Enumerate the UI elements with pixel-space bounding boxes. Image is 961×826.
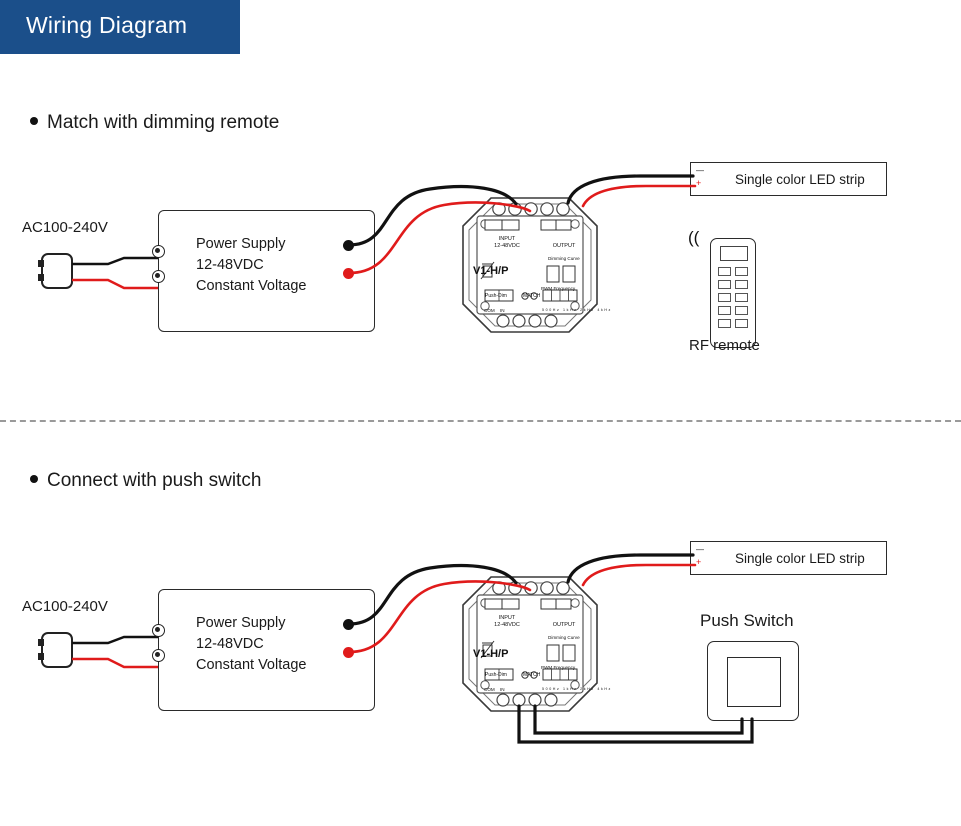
push-switch-label: Push Switch	[700, 611, 794, 630]
push-switch[interactable]	[707, 641, 799, 721]
led-strip-label-1: Single color LED strip	[735, 171, 865, 187]
dimming-curve-label-1: Dimming Curve	[548, 256, 580, 261]
push-dim-label-2: Push-Dim	[485, 672, 507, 678]
rf-signal-icon: ((	[688, 228, 700, 247]
remote-button[interactable]	[718, 267, 731, 276]
remote-display	[720, 246, 748, 261]
psu-line-3: Constant Voltage	[196, 657, 307, 673]
push-switch-button[interactable]	[727, 657, 781, 707]
pwm-frequency-label-1: PWM Frequency	[541, 286, 576, 291]
psu-out-terminal-pos-1	[343, 240, 354, 251]
psu-line-1: Power Supply	[196, 615, 286, 631]
controller-model-1: V1-H/P	[473, 265, 509, 277]
psu-out-terminal-neg-2	[343, 647, 354, 658]
power-supply-text-1	[196, 234, 306, 297]
controller-input-label-2: INPUT 12-48VDC	[494, 615, 520, 628]
ac-plug-icon-1	[38, 240, 168, 310]
led-strip-label-2: Single color LED strip	[735, 550, 865, 566]
strip-plus-2: +	[696, 557, 702, 567]
bullet-icon	[30, 117, 38, 125]
remote-button[interactable]	[735, 280, 748, 289]
remote-button[interactable]	[718, 306, 731, 315]
psu-terminal-ac-n-1	[152, 270, 165, 283]
pwm-freq-values-2: 500Hz 1kHz 2kHz 4kHz	[542, 687, 612, 691]
psu-terminal-ac-l-1	[152, 245, 165, 258]
ac-plug-icon-2	[38, 619, 168, 689]
remote-button[interactable]	[718, 280, 731, 289]
bullet-icon	[30, 475, 38, 483]
section-heading-match-remote	[30, 112, 279, 134]
section-heading-push-switch	[30, 470, 261, 492]
psu-terminal-ac-n-2	[152, 649, 165, 662]
remote-button[interactable]	[718, 319, 731, 328]
remote-button[interactable]	[718, 293, 731, 302]
strip-minus-2: —	[696, 545, 704, 554]
controller-input-label-1: INPUT 12-48VDC	[494, 236, 520, 249]
dimming-curve-label-2: Dimming Curve	[548, 635, 580, 640]
pwm-freq-values-1: 500Hz 1kHz 2kHz 4kHz	[542, 308, 612, 312]
rf-remote-label: RF remote	[689, 337, 760, 354]
led-strip-1	[690, 162, 887, 196]
led-strip-2	[690, 541, 887, 575]
ac-input-label-1: AC100-240V	[22, 219, 108, 236]
psu-terminal-ac-l-2	[152, 624, 165, 637]
controller-v1hp-2	[455, 569, 605, 719]
remote-button[interactable]	[735, 293, 748, 302]
psu-line-2: 12-48VDC	[196, 257, 264, 273]
page-title: Wiring Diagram	[26, 12, 188, 38]
match-label-1: MATCH	[523, 293, 541, 299]
psu-out-terminal-neg-1	[343, 268, 354, 279]
section-1-label: Match with dimming remote	[47, 112, 280, 133]
controller-output-label-2: OUTPUT	[552, 622, 576, 628]
remote-button[interactable]	[735, 319, 748, 328]
remote-button[interactable]	[735, 267, 748, 276]
power-supply-text-2	[196, 613, 306, 676]
in-label-2: IN	[500, 687, 505, 692]
ac-input-label-2: AC100-240V	[22, 598, 108, 615]
rf-remote-1[interactable]	[710, 238, 756, 348]
section-2-label: Connect with push switch	[47, 470, 262, 491]
psu-line-1: Power Supply	[196, 236, 286, 252]
com-label-2: COM	[484, 687, 495, 692]
strip-plus-1: +	[696, 178, 702, 188]
push-dim-label-1: Push-Dim	[485, 293, 507, 299]
section-divider	[0, 420, 961, 422]
remote-button[interactable]	[735, 306, 748, 315]
controller-model-2: V1-H/P	[473, 648, 509, 660]
psu-out-terminal-pos-2	[343, 619, 354, 630]
match-label-2: MATCH	[523, 672, 541, 678]
com-label-1: COM	[484, 308, 495, 313]
strip-minus-1: —	[696, 166, 704, 175]
psu-line-3: Constant Voltage	[196, 278, 307, 294]
in-label-1: IN	[500, 308, 505, 313]
pwm-frequency-label-2: PWM Frequency	[541, 665, 576, 670]
psu-line-2: 12-48VDC	[196, 636, 264, 652]
controller-output-label-1: OUTPUT	[552, 243, 576, 249]
